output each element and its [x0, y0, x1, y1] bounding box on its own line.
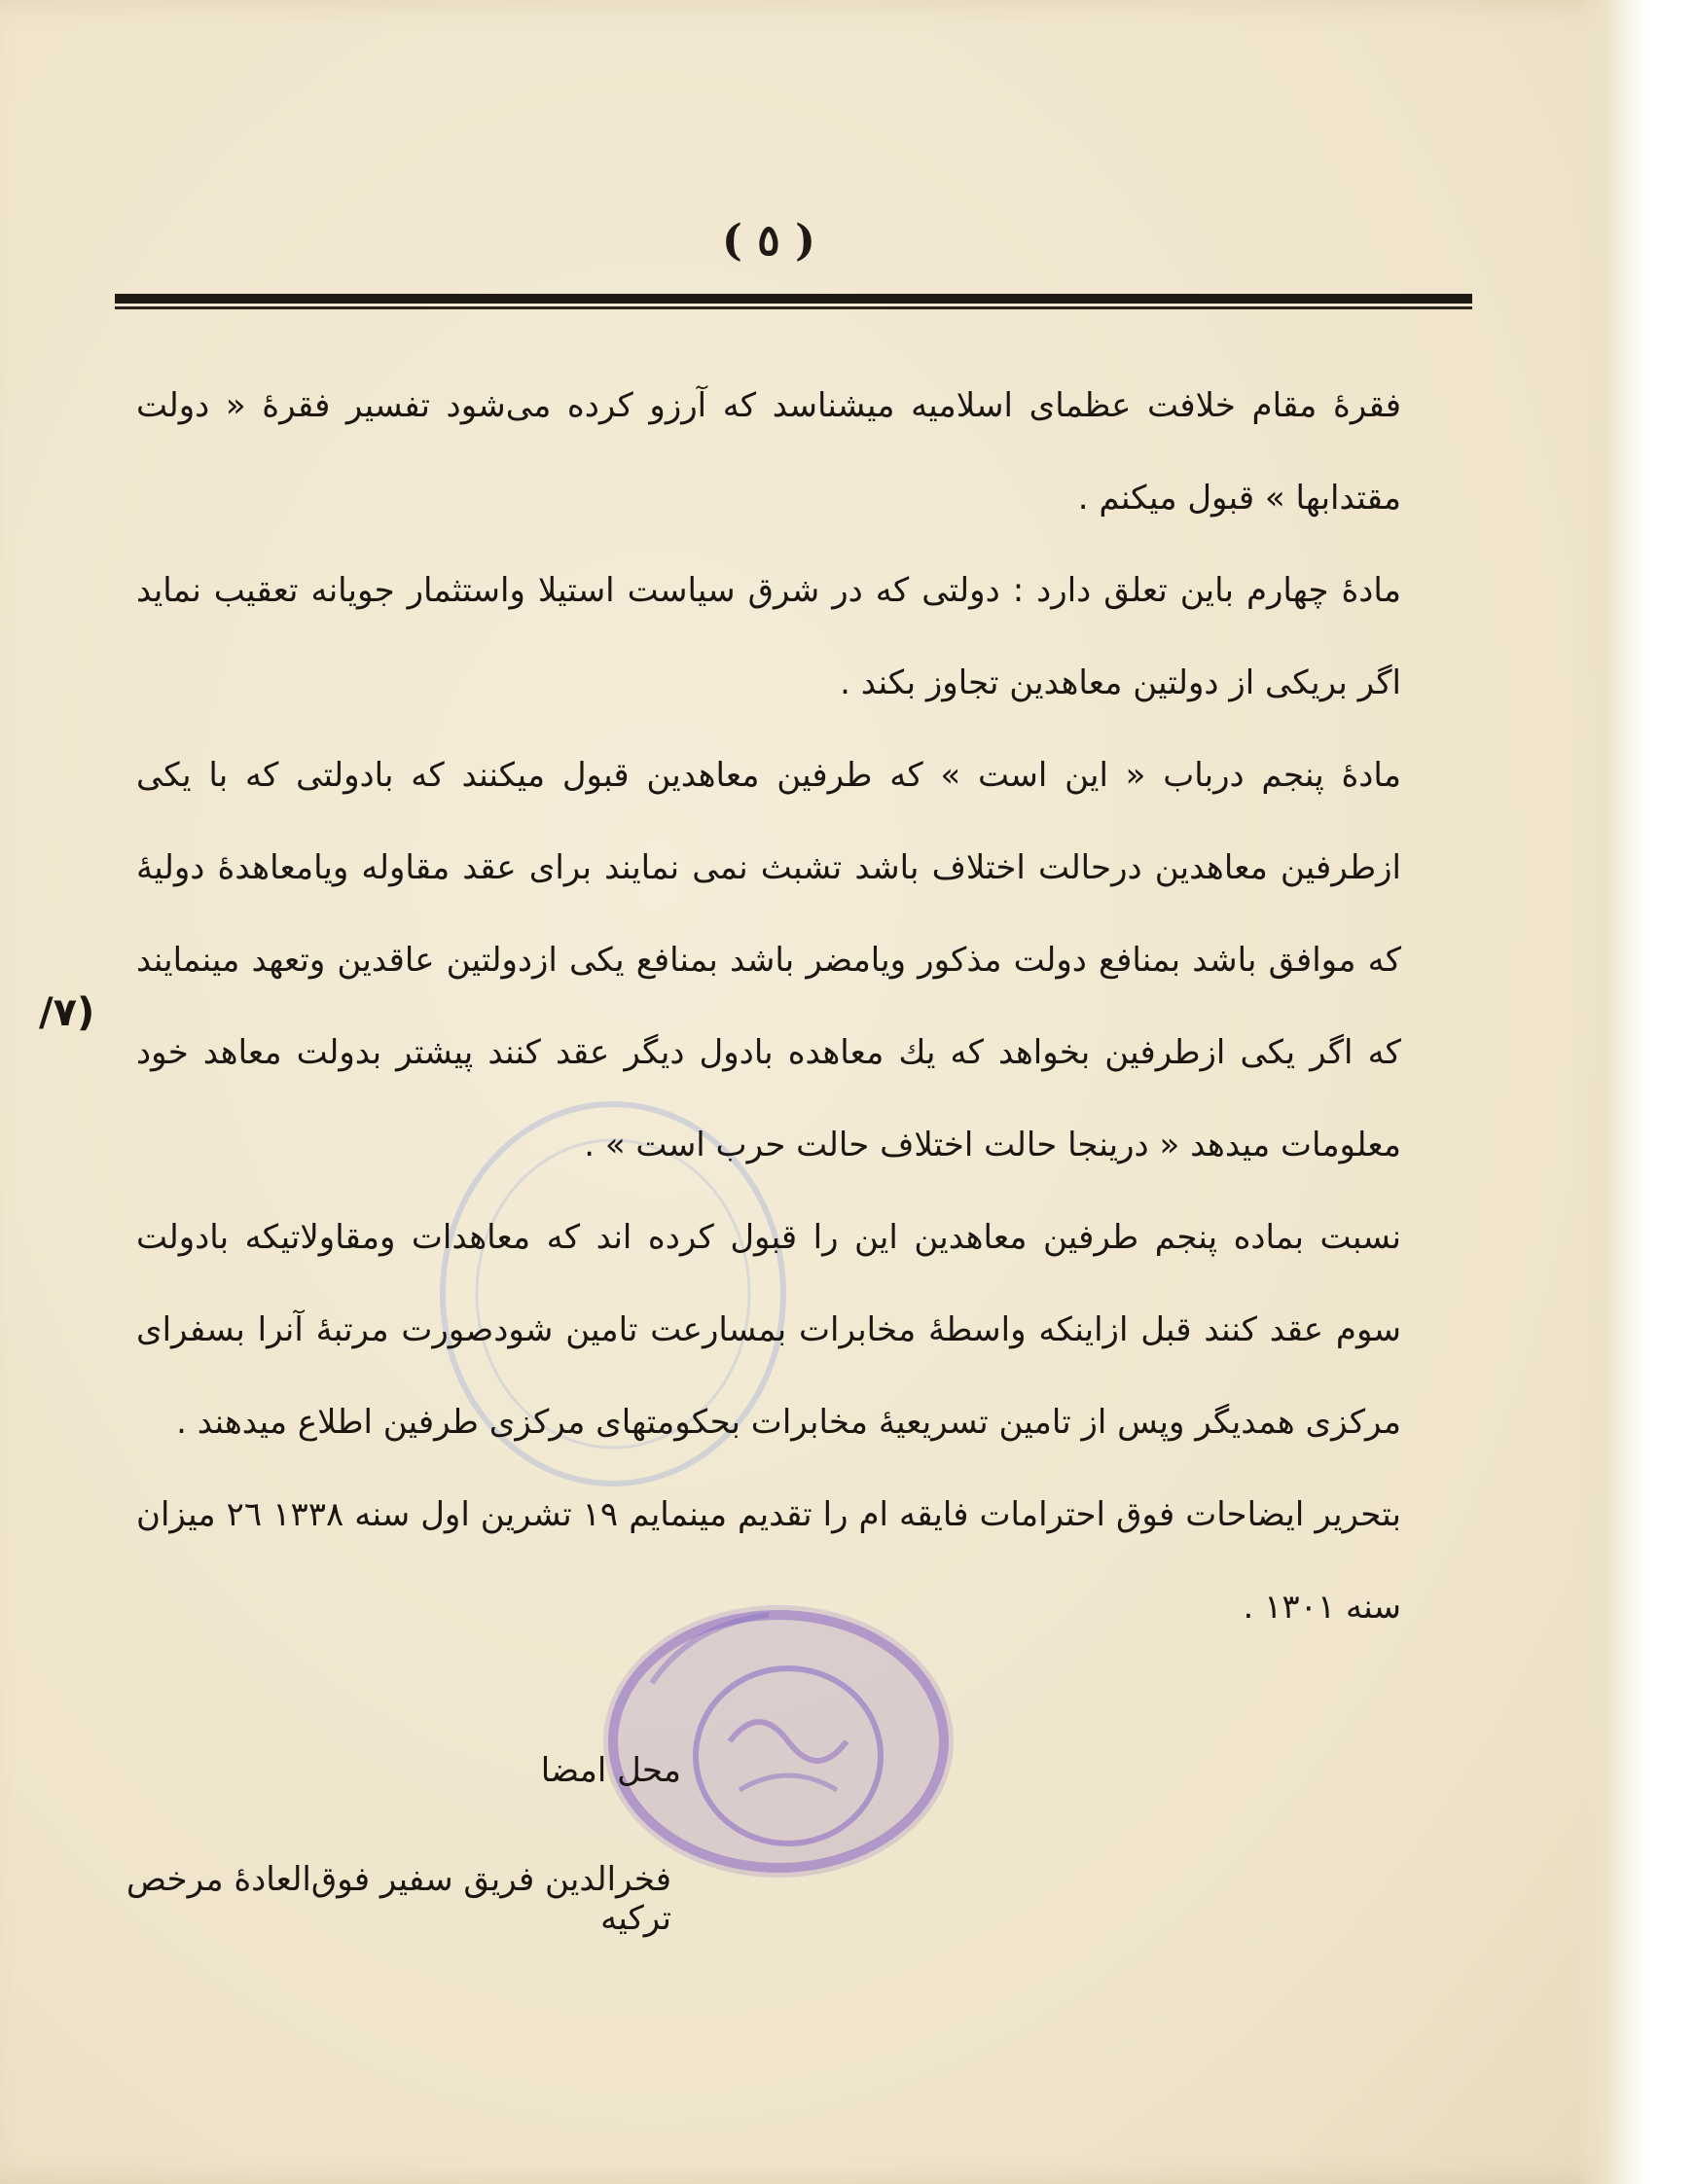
paragraph-4: نسبت بماده پنجم طرفین معاهدین این را قبول کرده اند که معاهدات ومقاولاتیکه بادولت سوم عقد کنند قبل ازاینکه واسطهٔ مخابرات بمسارعت تامین شودصورت مرتبهٔ آنرا بسفرای مرکزی همدیگر وپس از تامین تسریعیهٔ مخابرات بحکومتهای مرکزی طرفین اطلاع میدهند .	[136, 1218, 1401, 1442]
signatory-line: فخرالدین فریق سفیر فوق‌العادهٔ مرخص ترکیه	[126, 1860, 671, 1938]
paragraph-3: مادهٔ پنجم درباب « این است » که طرفین معاهدین قبول میکنند که بادولتی که با یکی ازطرفین معاهدین درحالت اختلاف باشد تشبث نمی نمایند برای عقد مقاوله ویامعاهدهٔ دولیهٔ که موافق باشد بمنافع دولت مذکور ویامضر باشد بمنافع یکی ازدولتین عاقدین وتعهد مینمایند که اگر یکی ازطرفین بخواهد که یك معاهده بادول دیگر عقد کنند پیشتر بدولت معاهد خود معلومات میدهد « درینجا حالت اختلاف حالت حرب است » .	[136, 756, 1401, 1164]
violet-official-seal	[594, 1595, 963, 1887]
header-rule-thin	[115, 306, 1472, 309]
page-number: ( ٥ )	[722, 216, 815, 266]
torn-page-edge	[1576, 0, 1644, 2184]
header-rule-thick	[115, 294, 1472, 304]
signature-place-label: محل امضا	[540, 1751, 681, 1790]
paragraph-5: بتحریر ایضاحات فوق احترامات فایقه ام را تقدیم مینمایم ۱۹ تشرین اول سنه ۱۳۳۸ ۲٦ میزان سنه ۱۳۰۱ .	[136, 1495, 1401, 1627]
paragraph-2: مادهٔ چهارم باین تعلق دارد : دولتی که در شرق سیاست استیلا واستثمار جویانه تعقیب نماید اگر بریکی از دولتین معاهدین تجاوز بکند .	[136, 571, 1401, 702]
margin-annotation: (٧/	[39, 990, 95, 1035]
header-rule	[115, 292, 1472, 311]
letter-body	[136, 360, 1401, 1654]
paragraph-1: فقرهٔ مقام خلافت عظمای اسلامیه میشناسد که آرزو کرده می‌شود تفسیر فقرهٔ « دولت مقتدابها » قبول میکنم .	[136, 386, 1401, 518]
